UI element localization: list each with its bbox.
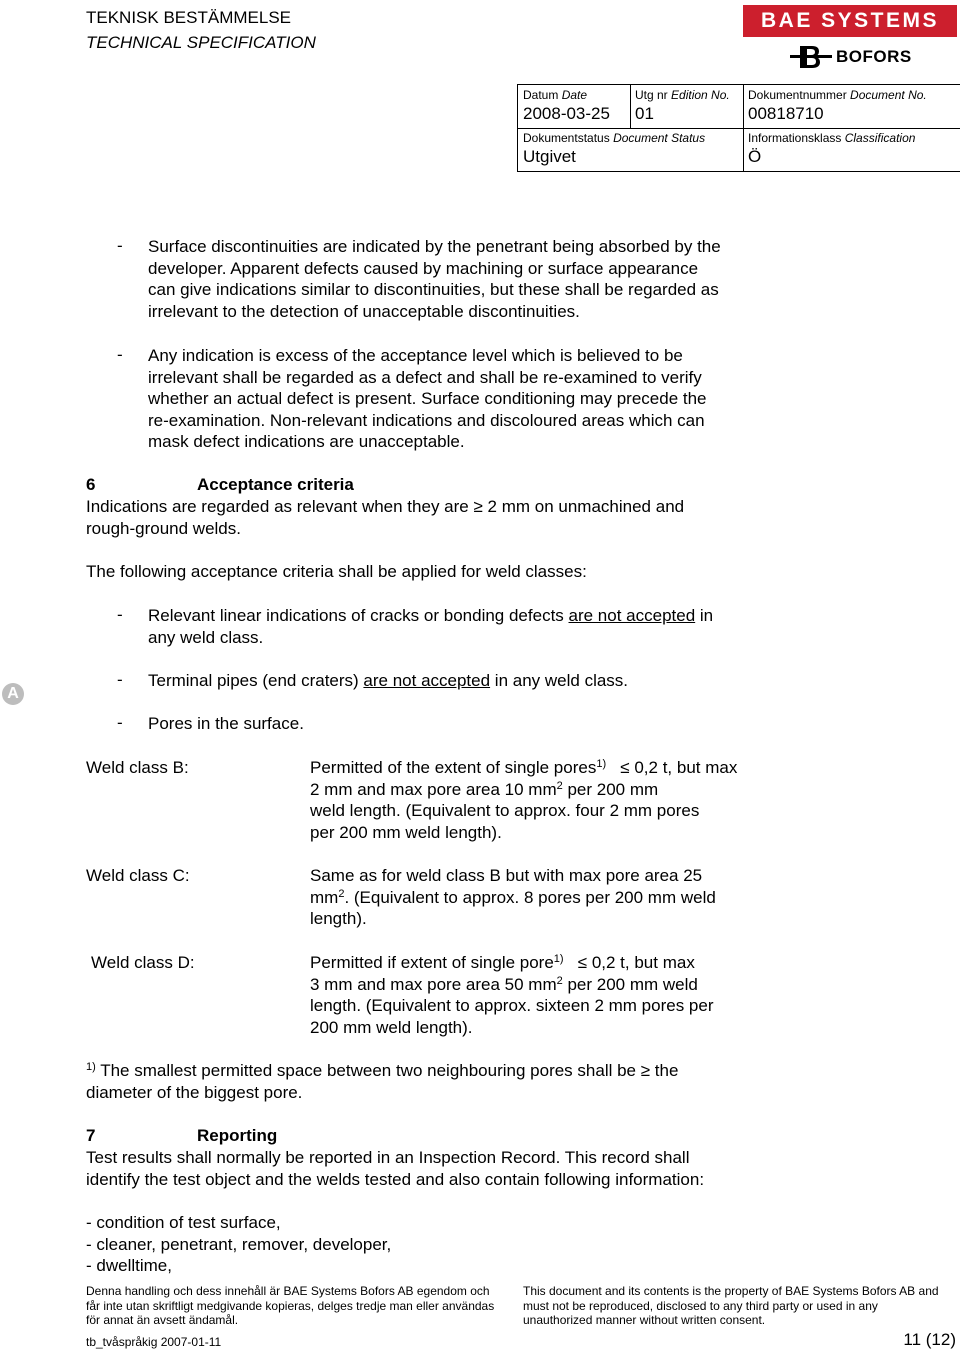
text-line: unauthorized manner without written consent. [523,1313,766,1327]
edition-cell [630,85,743,124]
text-line: whether an actual defect is present. Surface conditioning may precede the [148,389,707,409]
text-line: Any indication is excess of the acceptance level which is believed to be [148,346,683,365]
date-label-en: Date [561,88,588,102]
weld-class-d-label: Weld class D: [91,953,195,972]
bullet-surface-discontinuities [148,236,808,322]
text-fragment: 0,2 t, but max [629,758,738,777]
text-fragment: Relevant linear indications of cracks or bonding defects [148,606,569,625]
text-fragment: Terminal pipes (end craters) [148,671,364,690]
date-cell [518,85,630,124]
footnote-mark: 1) [86,1061,96,1073]
text-line: Test results shall normally be reported in an Inspection Record. This record shall [86,1148,690,1167]
less-equal-symbol: ≤ [620,758,630,777]
superscript: 2 [556,779,563,792]
text-fragment: per 200 mm weld [562,974,698,994]
classification-cell [743,128,960,167]
weld-class-d-text [310,952,810,1038]
page-number: 11 (12) [903,1330,956,1349]
greater-equal-symbol: ≥ [640,1061,651,1080]
text-fragment: The smallest permitted space between two neighbouring pores shall be [95,1061,641,1080]
report-items-list [86,1212,391,1277]
section-6-intro [86,496,886,539]
superscript: 2 [338,887,345,900]
doc-type-title-sv: TEKNISK BESTÄMMELSE [86,8,291,27]
status-cell [518,128,743,167]
text-line: re-examination. Non-relevant indications and discoloured areas which can [148,410,705,430]
text-line: must not be reproduced, disclosed to any third party or used in any [523,1298,878,1313]
text-line: irrelevant shall be regarded as a defect and shall be re-examined to verify [148,367,702,387]
text-fragment: Permitted if extent of single pore [310,953,554,972]
section-7-number: 7 [86,1126,96,1145]
text-fragment: per 200 mm [562,779,659,799]
bullet-terminal-pipes [148,670,808,692]
status-label: Dokumentstatus [523,131,610,145]
document-number-cell [743,85,960,124]
edition-value: 01 [635,104,654,123]
bullet-linear-indications [148,605,808,648]
footer-ownership-sv [86,1284,494,1328]
section-6-heading: Acceptance criteria [197,475,354,494]
status-label-en: Document Status [613,131,706,145]
text-line: can give indications similar to discontinuities, but these shall be regarded as [148,280,719,300]
text-fragment: Indications are regarded as relevant when they are [86,497,474,516]
section-7-heading: Reporting [197,1126,278,1145]
bae-systems-logo: BAE SYSTEMS [743,5,957,37]
text-fragment: 0,2 t, but max [587,953,695,972]
text-fragment: Permitted of the extent of single pores [310,758,597,777]
text-line: Same as for weld class B but with max pore area 25 [310,866,703,885]
text-line: mask defect indications are unacceptable. [148,432,465,452]
classification-label: Informationsklass [748,131,842,145]
footnote-ref: 1) [596,758,607,770]
text-line: per 200 mm weld length). [310,822,502,842]
footer-ownership-en [523,1284,939,1328]
text-fragment: mm [310,887,339,907]
date-label: Datum [523,88,559,102]
text-fragment: in [695,606,714,625]
section-6-number: 6 [86,475,96,494]
weld-class-c-label: Weld class C: [86,866,190,885]
bofors-wordmark: BOFORS [836,47,912,66]
text-fragment: in any weld class. [490,671,629,690]
text-line: Denna handling och dess innehåll är BAE Systems Bofors AB egendom och [86,1284,490,1298]
superscript: 2 [556,974,563,987]
classification-label-en: Classification [844,131,916,145]
text-line: any weld class. [148,627,264,647]
underlined-text: are not accepted [363,671,491,690]
bullet-dash: - [117,236,123,255]
text-fragment: 2 mm and max pore area 10 mm [310,779,557,799]
bullet-dash: - [117,345,123,364]
greater-equal-symbol: ≥ [473,497,483,516]
revision-marker-icon: A [2,683,24,705]
bofors-emblem-icon [790,44,832,70]
text-fragment: 3 mm and max pore area 50 mm [310,974,557,994]
text-line: för annat än avsett ändamål. [86,1313,239,1327]
bullet-dash: - [117,605,123,624]
weld-class-b-label: Weld class B: [86,758,189,777]
docno-label: Dokumentnummer [748,88,847,102]
text-line: 200 mm weld length). [310,1017,473,1037]
bullet-dash: - [117,713,123,732]
bullet-pores: Pores in the surface. [148,714,304,733]
pore-spacing-footnote [86,1060,886,1103]
text-line: irrelevant to the detection of unacceptable discontinuities. [148,301,580,321]
text-line: diameter of the biggest pore. [86,1082,303,1102]
list-item: - cleaner, penetrant, remover, developer, [86,1234,392,1254]
text-line: weld length. (Equivalent to approx. four 2 mm pores [310,801,700,821]
weld-class-c-text [310,865,810,930]
bullet-dash: - [117,670,123,689]
edition-label: Utg nr [635,88,668,102]
template-id: tb_tvåspråkig 2007-01-11 [86,1335,222,1349]
bullet-indication-excess [148,345,808,453]
text-line: Surface discontinuities are indicated by the penetrant being absorbed by the [148,237,721,256]
doc-type-title-en: TECHNICAL SPECIFICATION [86,33,316,52]
section-7-text [86,1147,916,1190]
text-line: får inte utan skriftligt medgivande kopieras, delges tredje man eller användas [86,1298,495,1313]
classification-value: Ö [748,147,762,166]
date-value: 2008-03-25 [523,104,610,123]
text-fragment: the [650,1061,679,1080]
status-value: Utgivet [523,147,576,166]
document-info-table [517,84,960,172]
underlined-text: are not accepted [568,606,696,625]
list-item: - dwelltime, [86,1256,172,1276]
text-line: rough-ground welds. [86,518,241,538]
text-fragment: 2 mm on unmachined and [482,497,685,516]
text-line: This document and its contents is the property of BAE Systems Bofors AB and [523,1284,939,1298]
text-fragment: . (Equivalent to approx. 8 pores per 200 mm weld [344,887,716,907]
text-line: developer. Apparent defects caused by machining or surface appearance [148,258,699,278]
less-equal-symbol: ≤ [577,953,588,972]
docno-label-en: Document No. [850,88,927,102]
list-item: - condition of test surface, [86,1213,281,1232]
text-line: length. (Equivalent to approx. sixteen 2 mm pores per [310,996,714,1016]
text-line: identify the test object and the welds tested and also contain following information: [86,1169,705,1189]
footnote-ref: 1) [553,953,564,965]
weld-class-b-text [310,757,810,843]
text-line: length). [310,909,367,929]
document-number-value: 00818710 [748,104,824,123]
edition-label-en: Edition No. [671,88,730,102]
weld-class-criteria-intro: The following acceptance criteria shall be applied for weld classes: [86,562,587,581]
